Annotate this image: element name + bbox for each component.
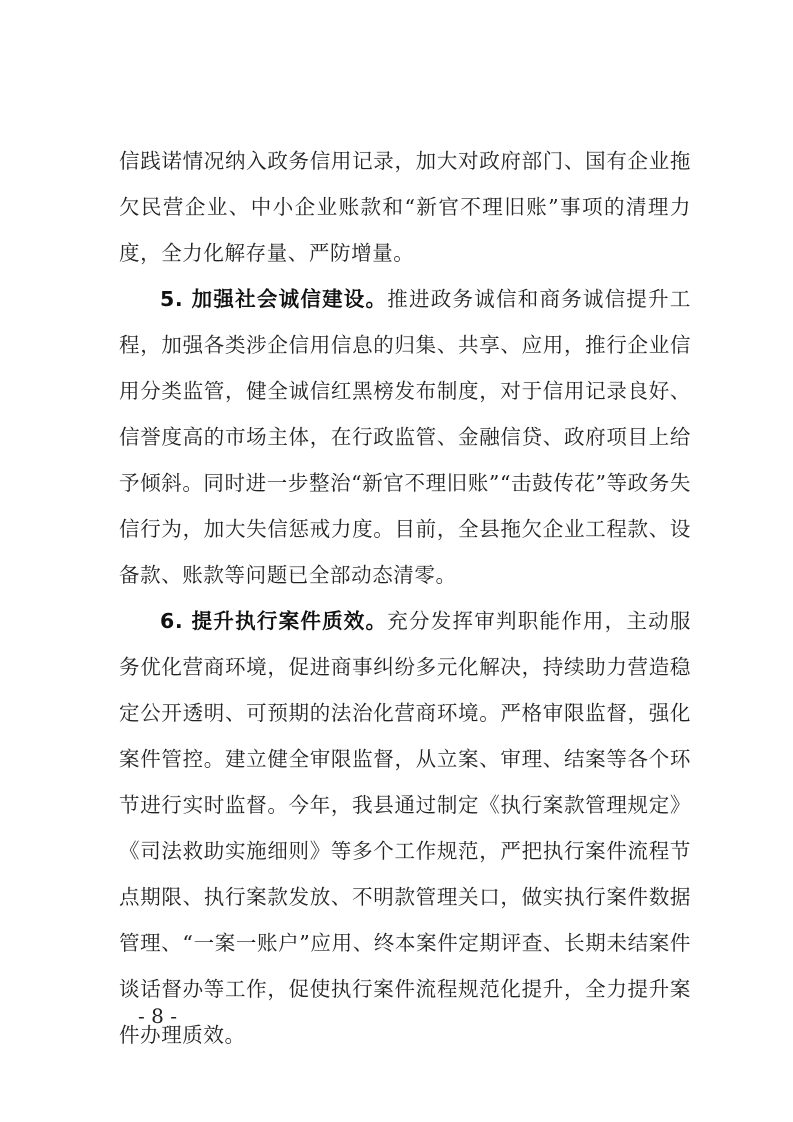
page-number: - 8 - [138,1004,177,1028]
paragraph-enforcement-quality [119,598,691,1058]
paragraph-continuation [119,138,691,276]
body-text [119,138,691,1058]
paragraph-text: 推进政务诚信和商务诚信提升工程，加强各类涉企信用信息的归集、共享、应用，推行企业信用分类监管，健全诚信红黑榜发布制度，对于信用记录良好、信誉度高的市场主体，在行政监管、金融信贷、政府项目上给予倾斜。同时进一步整治“新官不理旧账”“击鼓传花”等政务失信行为，加大失信惩戒力度。目前，全县拖欠企业工程款、设备款、账款等问题已全部动态清零。 [119,287,691,587]
paragraph-text: 充分发挥审判职能作用，主动服务优化营商环境，促进商事纠纷多元化解决，持续助力营造稳定公开透明、可预期的法治化营商环境。严格审限监督，强化案件管控。建立健全审限监督，从立案、审理、结案等各个环节进行实时监督。今年，我县通过制定《执行案款管理规定》《司法救助实施细则》等多个工作规范，严把执行案件流程节点期限、执行案款发放、不明款管理关口，做实执行案件数据管理、“一案一账户”应用、终本案件定期评查、长期未结案件谈话督办等工作，促使执行案件流程规范化提升，全力提升案件办理质效。 [119,609,691,1047]
section-heading-enforcement-quality: 6. 提升执行案件质效。 [160,609,388,633]
section-heading-social-credit: 5. 加强社会诚信建设。 [160,287,388,311]
paragraph-social-credit [119,276,691,598]
paragraph-text: 信践诺情况纳入政务信用记录，加大对政府部门、国有企业拖欠民营企业、中小企业账款和“新官不理旧账”事项的清理力度，全力化解存量、严防增量。 [119,149,691,265]
